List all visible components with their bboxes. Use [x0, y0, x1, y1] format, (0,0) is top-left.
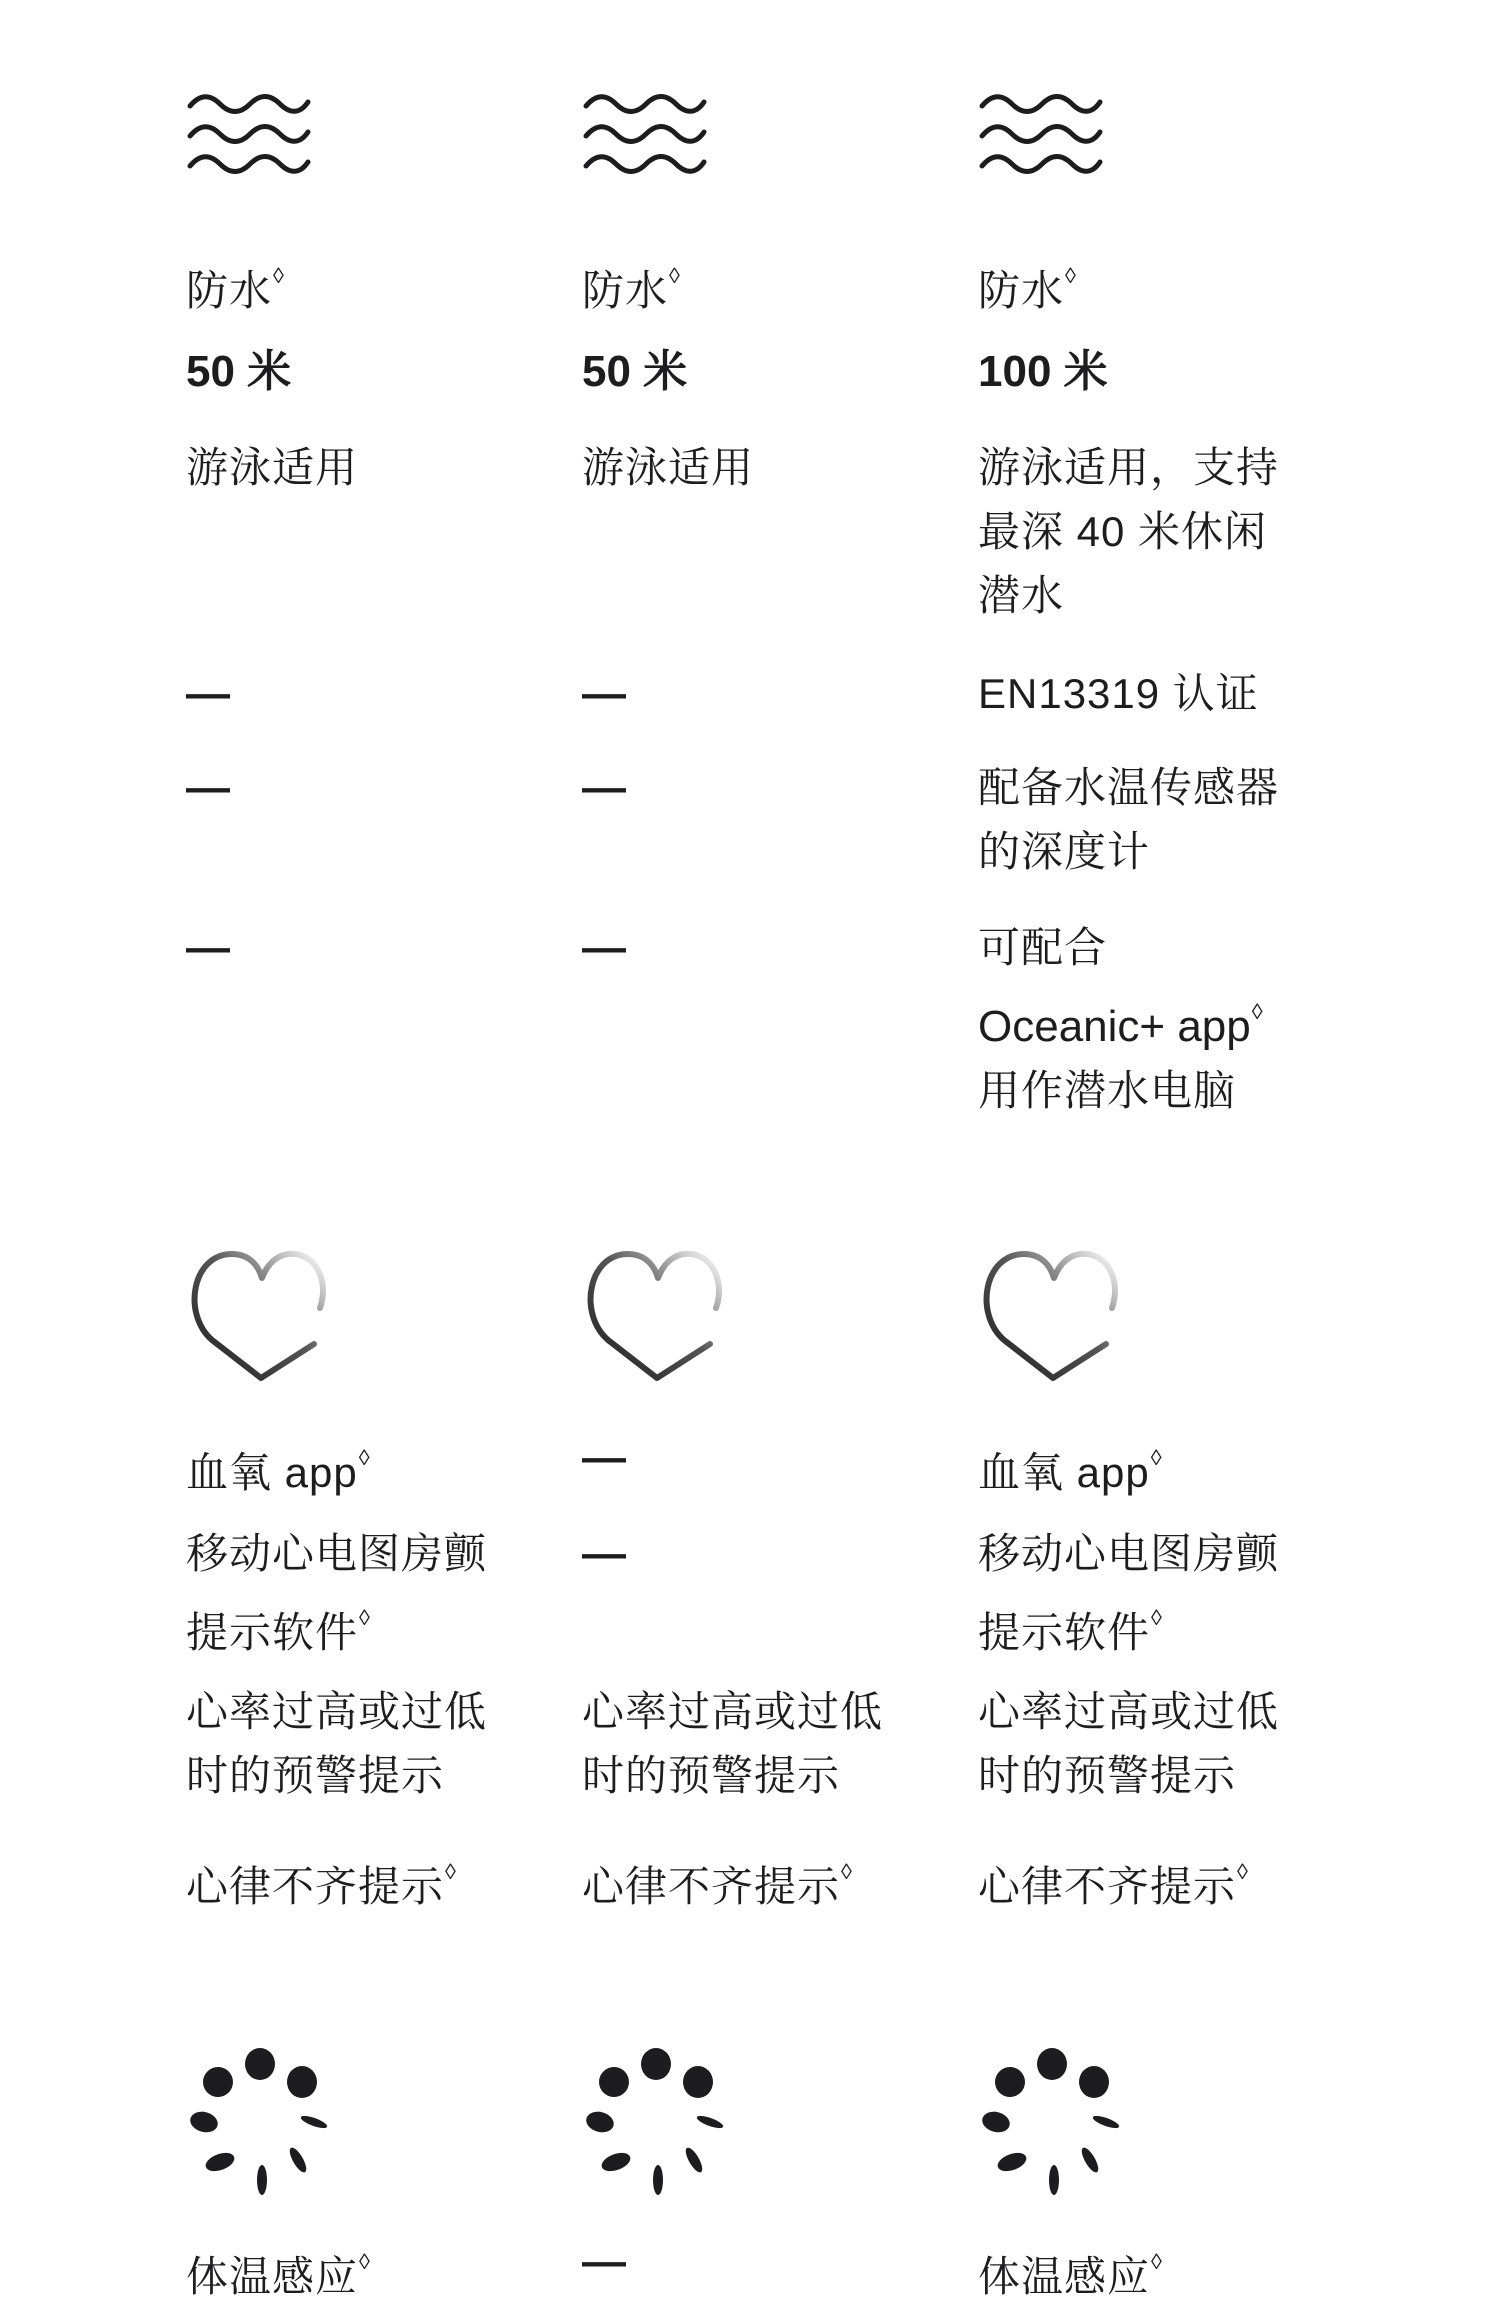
heart-icon — [582, 1240, 732, 1390]
dive-post: 用作潜水电脑 — [978, 1067, 1237, 1114]
blood-oxygen: 血氧 app◊ — [978, 1445, 1163, 1496]
water-desc: 游泳适用 — [186, 444, 359, 491]
temperature-sensing: 体温感应◊ — [186, 2249, 371, 2300]
irregular-rhythm: 心律不齐提示◊ — [582, 1859, 853, 1910]
ecg: 移动心电图房颤提示软件◊ — [186, 1530, 488, 1656]
water-gauge: — — [186, 763, 231, 812]
water-desc: 游泳适用 — [582, 444, 755, 491]
blood-oxygen: — — [582, 1433, 627, 1482]
temperature-sensing-icon — [186, 2038, 336, 2198]
water-cert: EN13319 认证 — [978, 670, 1259, 717]
waves-icon — [186, 90, 312, 186]
dive-app: Oceanic+ app◊ — [978, 999, 1263, 1051]
waves-icon — [978, 90, 1104, 186]
water-cert: — — [186, 669, 231, 718]
blood-oxygen: 血氧 app◊ — [186, 1445, 371, 1496]
water-desc: 游泳适用，支持最深 40 米休闲潜水 — [978, 444, 1280, 619]
temperature-sensing-icon — [978, 2038, 1128, 2198]
water-label: 防水◊ — [186, 263, 285, 314]
water-label: 防水◊ — [978, 263, 1077, 314]
water-cert: — — [582, 669, 627, 718]
water-dive — [978, 916, 1298, 1123]
dive-pre: 可配合 — [978, 924, 1108, 971]
temperature-sensing: — — [582, 2237, 627, 2286]
water-label: 防水◊ — [582, 263, 681, 314]
ecg: 移动心电图房颤提示软件◊ — [978, 1530, 1280, 1656]
heart-icon — [186, 1240, 336, 1390]
ecg: — — [582, 1529, 627, 1578]
water-depth: 50 米 — [582, 347, 688, 396]
hr-alert: 心率过高或过低时的预警提示 — [186, 1688, 488, 1799]
water-gauge: — — [582, 763, 627, 812]
waves-icon — [582, 90, 708, 186]
hr-alert: 心率过高或过低时的预警提示 — [978, 1688, 1280, 1799]
hr-alert: 心率过高或过低时的预警提示 — [582, 1688, 884, 1799]
irregular-rhythm: 心律不齐提示◊ — [978, 1859, 1249, 1910]
temperature-sensing-icon — [582, 2038, 732, 2198]
heart-icon — [978, 1240, 1128, 1390]
water-depth: 100 米 — [978, 347, 1108, 396]
temperature-sensing: 体温感应◊ — [978, 2249, 1163, 2300]
water-dive: — — [582, 923, 627, 972]
irregular-rhythm: 心律不齐提示◊ — [186, 1859, 457, 1910]
water-gauge: 配备水温传感器的深度计 — [978, 764, 1280, 875]
water-dive: — — [186, 923, 231, 972]
water-depth: 50 米 — [186, 347, 292, 396]
